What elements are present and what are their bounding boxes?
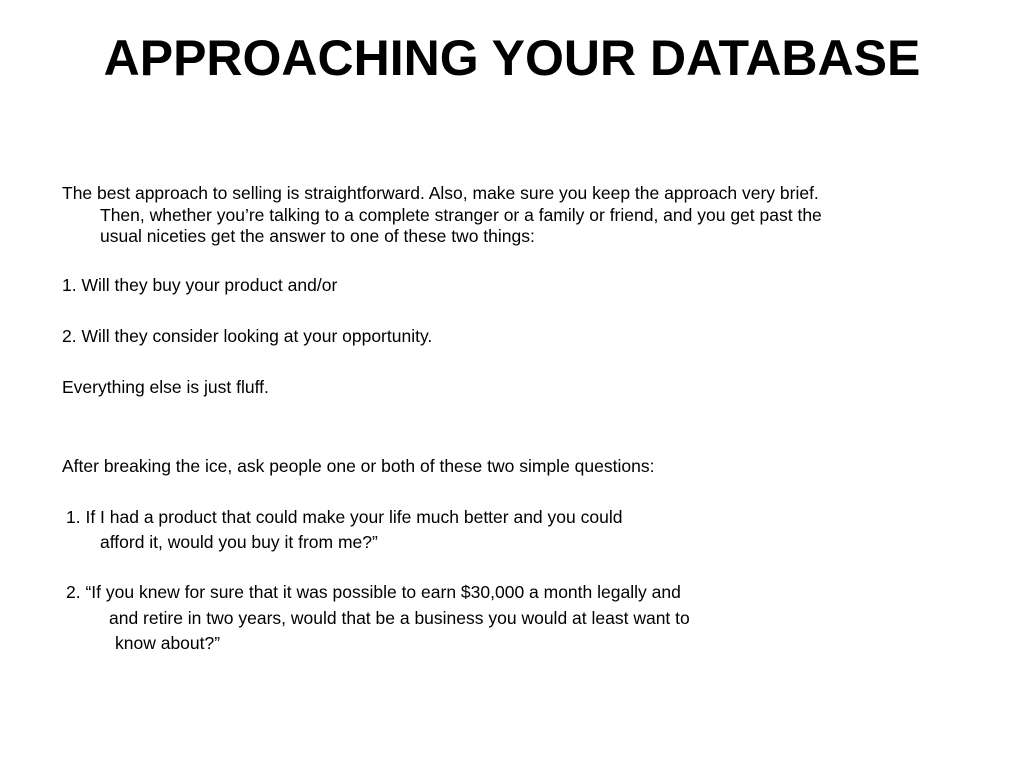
fluff-statement: Everything else is just fluff. (62, 377, 269, 397)
after-ice-statement: After breaking the ice, ask people one or both of these two simple questions: (62, 456, 655, 476)
intro-line-3: usual niceties get the answer to one of these two things: (100, 226, 535, 246)
question-2-line-2: and retire in two years, would that be a business you would at least want to (109, 608, 690, 628)
question-1-line-1: 1. If I had a product that could make your life much better and you could (66, 507, 623, 527)
question-2-line-3: know about?” (115, 633, 221, 653)
intro-line-1: The best approach to selling is straightforward. Also, make sure you keep the approach very brief. (62, 183, 819, 203)
slide-title: APPROACHING YOUR DATABASE (103, 30, 921, 86)
intro-line-2: Then, whether you’re talking to a complete stranger or a family or friend, and you get past the (100, 205, 822, 225)
question-2-line-1: 2. “If you knew for sure that it was possible to earn $30,000 a month legally and (66, 582, 681, 602)
question-1-line-2: afford it, would you buy it from me?” (100, 532, 378, 552)
point-2: 2. Will they consider looking at your opportunity. (62, 326, 433, 346)
point-1: 1. Will they buy your product and/or (62, 275, 338, 295)
